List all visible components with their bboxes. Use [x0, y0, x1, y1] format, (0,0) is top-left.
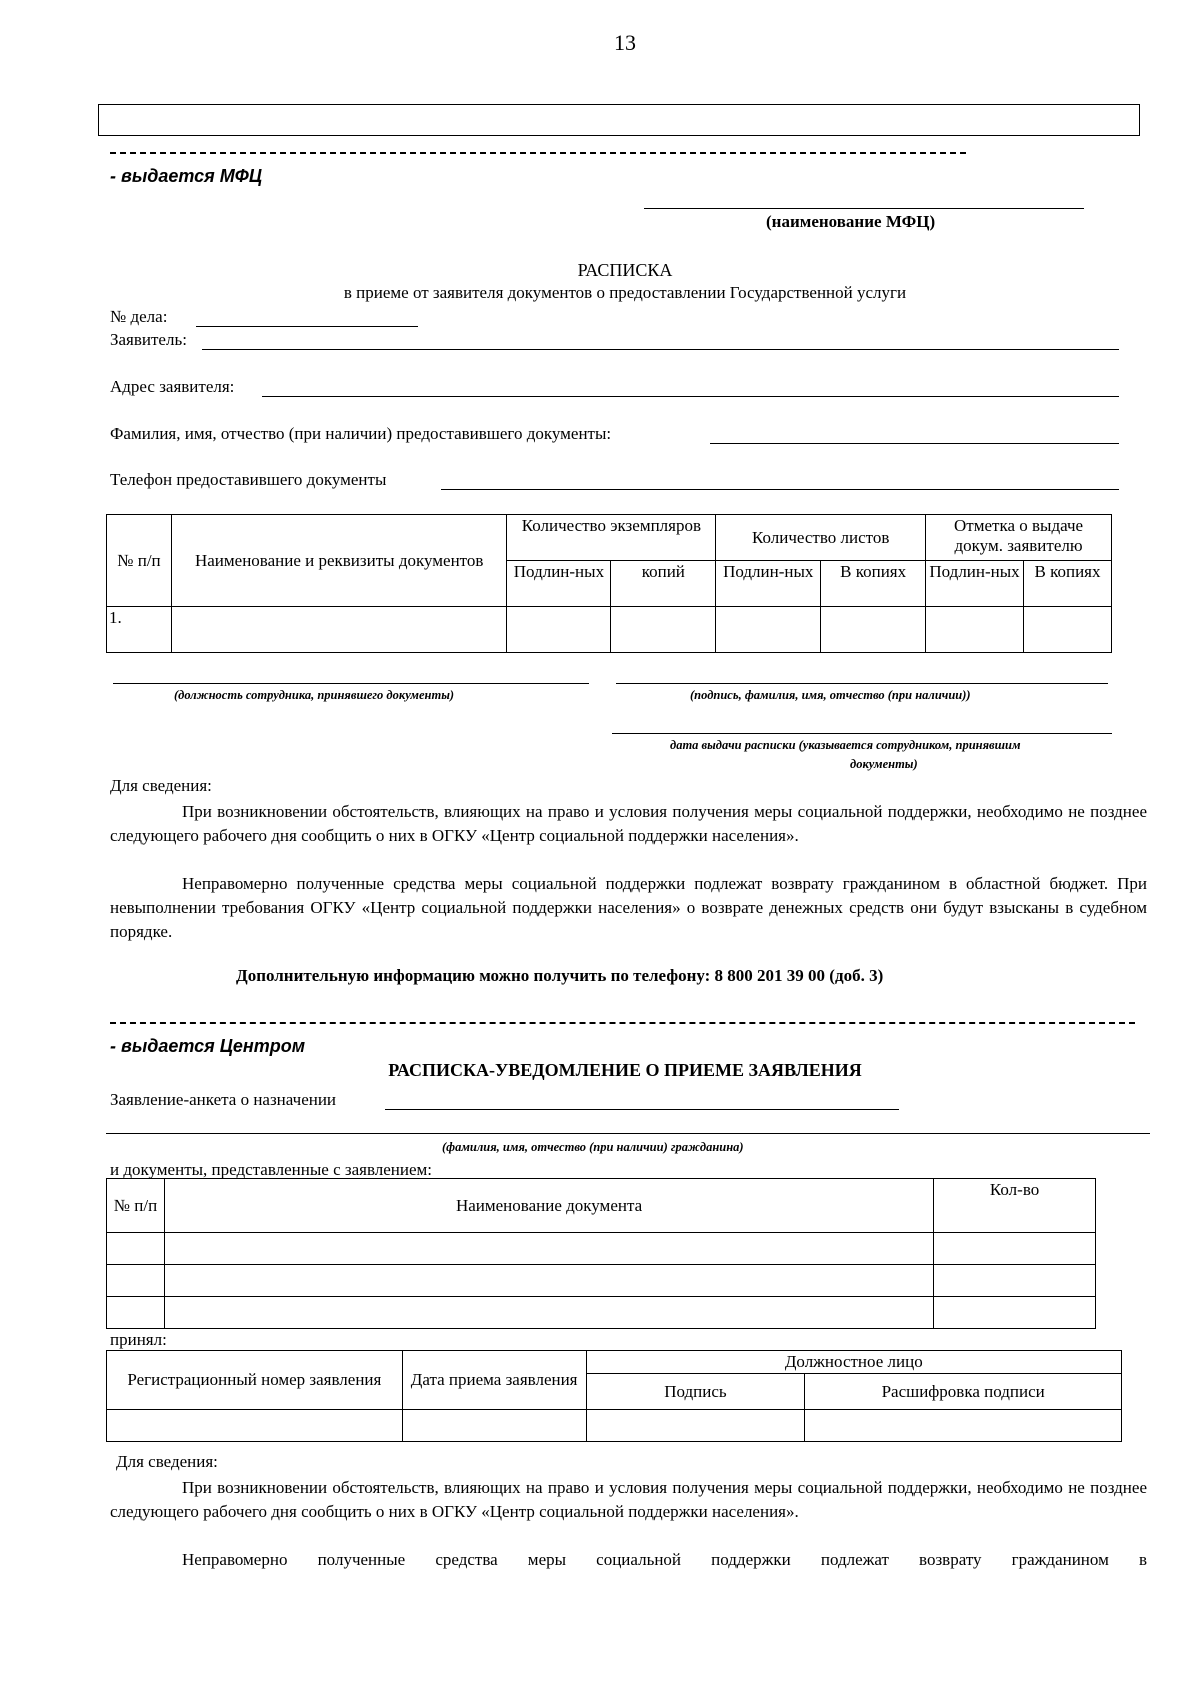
- documents-label: и документы, представленные с заявлением:: [110, 1160, 433, 1179]
- col-sheets-count-header: [716, 515, 926, 561]
- info-paragraph-1-center: [110, 1476, 1147, 1524]
- submitter-phone-line[interactable]: [441, 489, 1119, 490]
- table-cell[interactable]: [805, 1410, 1122, 1442]
- cut-line-top: [110, 152, 966, 154]
- table-cell[interactable]: [164, 1233, 933, 1265]
- col-copies-count-header-text: Количество экземпляров: [521, 516, 701, 535]
- sub-in-copies-issue: [1024, 561, 1112, 607]
- docs-col-qty: [934, 1179, 1096, 1233]
- sub-originals: [507, 561, 611, 607]
- citizen-name-line[interactable]: [106, 1133, 1150, 1134]
- accepted-label: принял:: [110, 1330, 167, 1349]
- position-line[interactable]: [113, 683, 589, 684]
- table-cell[interactable]: [507, 607, 611, 653]
- official-decoding-header-text: Расшифровка подписи: [881, 1381, 1045, 1401]
- table-row: [107, 1410, 1122, 1442]
- table-cell[interactable]: [926, 607, 1024, 653]
- table-row: [107, 607, 1112, 653]
- info-paragraph-1-center-text: При возникновении обстоятельств, влияющих на право и условия получения меры социальной поддержки, необходимо не позднее следующего рабочего дня сообщить о них в ОГКУ «Центр социальной поддержки населения».: [110, 1478, 1147, 1521]
- signature-caption: (подпись, фамилия, имя, отчество (при наличии)): [690, 688, 971, 702]
- submitter-name-line[interactable]: [710, 443, 1119, 444]
- sub-in-copies-issue-text: В копиях: [1034, 562, 1101, 581]
- mfc-name-caption: (наименование МФЦ): [766, 212, 936, 231]
- reg-number-header: [107, 1351, 403, 1410]
- applicant-label: Заявитель:: [110, 330, 187, 349]
- table-cell[interactable]: [716, 607, 821, 653]
- case-number-label: № дела:: [110, 307, 168, 326]
- issued-by-center: - выдается Центром: [110, 1036, 306, 1056]
- col-name-header: [171, 515, 507, 607]
- sub-originals-text: Подлин-ных: [513, 562, 605, 581]
- col-name-header-text: Наименование и реквизиты документов: [194, 550, 484, 570]
- sub-originals-issue-text: Подлин-ных: [929, 562, 1020, 581]
- issue-date-line[interactable]: [612, 733, 1112, 734]
- table-cell[interactable]: [934, 1297, 1096, 1329]
- citizen-name-caption: (фамилия, имя, отчество (при наличии) гражданина): [442, 1140, 744, 1154]
- col-number-header: [107, 515, 172, 607]
- applicant-address-label: Адрес заявителя:: [110, 377, 235, 396]
- table-cell[interactable]: [107, 1265, 165, 1297]
- info-heading-center: Для сведения:: [116, 1452, 218, 1471]
- table-cell[interactable]: [934, 1233, 1096, 1265]
- row-number-text: 1.: [109, 608, 122, 627]
- issued-by-mfc: - выдается МФЦ: [110, 166, 262, 186]
- docs-col-number: [107, 1179, 165, 1233]
- docs-col-name-text: Наименование документа: [455, 1195, 643, 1215]
- table-row: [107, 1297, 1096, 1329]
- table-cell[interactable]: [934, 1265, 1096, 1297]
- applicant-address-line[interactable]: [262, 396, 1119, 397]
- official-signature-header: [586, 1374, 805, 1410]
- mfc-name-line[interactable]: [644, 208, 1084, 209]
- signature-line[interactable]: [616, 683, 1108, 684]
- sub-in-copies-sheets-text: В копиях: [840, 562, 907, 581]
- info-paragraph-2-center: [110, 1548, 1147, 1572]
- issue-date-caption-1: дата выдачи расписки (указывается сотрудником, принявшим: [670, 738, 1021, 752]
- cut-line-middle: [110, 1022, 1135, 1024]
- table-cell[interactable]: [1024, 607, 1112, 653]
- official-decoding-header: [805, 1374, 1122, 1410]
- col-sheets-count-header-text: Количество листов: [751, 527, 890, 547]
- row-number-cell: [107, 607, 172, 653]
- sub-copies-text: копий: [641, 562, 685, 581]
- table-cell[interactable]: [402, 1410, 586, 1442]
- official-header-text: Должностное лицо: [784, 1352, 923, 1371]
- col-number-header-text: № п/п: [117, 550, 161, 570]
- reg-number-header-text: Регистрационный номер заявления: [127, 1370, 382, 1389]
- sub-in-copies-sheets: [821, 561, 926, 607]
- notice-title: РАСПИСКА-УВЕДОМЛЕНИЕ О ПРИЕМЕ ЗАЯВЛЕНИЯ: [388, 1060, 862, 1080]
- table-cell[interactable]: [821, 607, 926, 653]
- official-header: [586, 1351, 1121, 1374]
- sub-originals-sheets: [716, 561, 821, 607]
- application-line[interactable]: [385, 1109, 899, 1110]
- top-empty-box: [98, 104, 1140, 136]
- table-cell[interactable]: [586, 1410, 805, 1442]
- col-copies-count-header: [507, 515, 716, 561]
- phone-note: Дополнительную информацию можно получить по телефону: 8 800 201 39 00 (доб. 3): [236, 966, 884, 985]
- table-cell[interactable]: [107, 1410, 403, 1442]
- table-cell[interactable]: [164, 1297, 933, 1329]
- sub-originals-issue: [926, 561, 1024, 607]
- col-issue-mark-header-text: Отметка о выдаче докум. заявителю: [954, 516, 1084, 555]
- position-caption: (должность сотрудника, принявшего документы): [174, 688, 455, 702]
- table-cell[interactable]: [164, 1265, 933, 1297]
- info-paragraph-2-mfc-text: Неправомерно полученные средства меры социальной поддержки подлежат возврату гражданином в областной бюджет. При невыполнении требования ОГКУ «Центр социальной поддержки населения» о возврате денежных средств они будут взысканы в судебном порядке.: [110, 874, 1147, 941]
- table-cell[interactable]: [107, 1297, 165, 1329]
- info-paragraph-2-mfc: [110, 872, 1147, 944]
- submitter-name-label: Фамилия, имя, отчество (при наличии) предоставившего документы:: [110, 424, 612, 443]
- info-paragraph-1-mfc: [110, 800, 1147, 848]
- mfc-documents-table: [106, 514, 1112, 653]
- case-number-line[interactable]: [196, 326, 418, 327]
- docs-col-name: [164, 1179, 933, 1233]
- docs-col-qty-text: Кол-во: [989, 1180, 1040, 1199]
- col-issue-mark-header: [926, 515, 1112, 561]
- application-label: Заявление-анкета о назначении: [110, 1090, 337, 1109]
- submitter-phone-label: Телефон предоставившего документы: [110, 470, 387, 489]
- table-row: [107, 1233, 1096, 1265]
- docs-col-number-text: № п/п: [113, 1195, 158, 1215]
- page-number: 13: [614, 30, 636, 55]
- sub-copies: [611, 561, 716, 607]
- reg-date-header-text: Дата приема заявления: [410, 1370, 578, 1389]
- official-signature-header-text: Подпись: [664, 1381, 727, 1401]
- info-paragraph-1-mfc-text: При возникновении обстоятельств, влияющих на право и условия получения меры социальной поддержки, необходимо не позднее следующего рабочего дня сообщить о них в ОГКУ «Центр социальной поддержки населения».: [110, 802, 1147, 845]
- info-heading-mfc: Для сведения:: [110, 776, 212, 795]
- issue-date-caption-2: документы): [850, 757, 918, 771]
- sub-originals-sheets-text: Подлин-ных: [723, 562, 814, 581]
- receipt-title: РАСПИСКА: [577, 260, 673, 280]
- table-cell[interactable]: [171, 607, 507, 653]
- reg-date-header: [402, 1351, 586, 1410]
- registration-table: [106, 1350, 1122, 1442]
- table-cell[interactable]: [611, 607, 716, 653]
- table-cell[interactable]: [107, 1233, 165, 1265]
- info-paragraph-2-center-text: Неправомерно полученные средства меры социальной поддержки подлежат возврату гражданином в: [182, 1550, 1147, 1569]
- center-documents-table: [106, 1178, 1096, 1329]
- table-row: [107, 1265, 1096, 1297]
- receipt-subtitle: в приеме от заявителя документов о предоставлении Государственной услуги: [343, 283, 907, 302]
- applicant-line[interactable]: [202, 349, 1119, 350]
